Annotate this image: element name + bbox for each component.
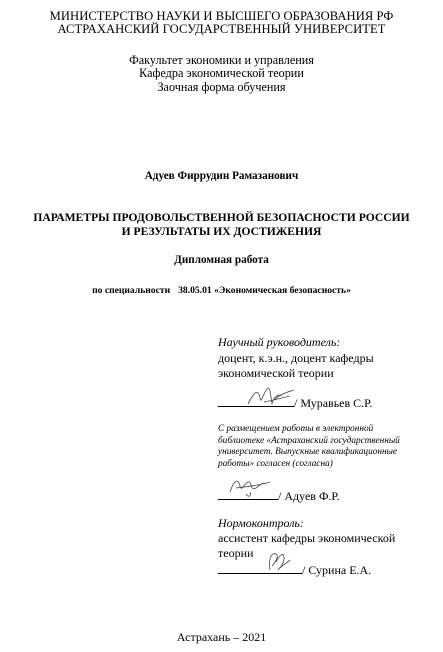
supervisor-signature-image (244, 384, 296, 410)
consent-line4: работы» согласен (согласна) (218, 458, 333, 469)
specialty-code: 38.05.01 «Экономическая безопасность» (178, 285, 351, 296)
student-signature-image (226, 474, 274, 500)
supervisor-position-line2: экономической теории (218, 366, 334, 380)
specialty-line (0, 285, 443, 296)
norm-control-position-line1: ассистент кафедры экономической (218, 531, 396, 545)
specialty-prefix: по специальности (92, 285, 171, 296)
norm-control-signature-line (218, 561, 371, 578)
faculty-block (0, 54, 443, 94)
thesis-title (0, 211, 443, 238)
faculty-name: Факультет экономики и управления (129, 53, 314, 67)
norm-control-signature-image (262, 548, 292, 574)
thesis-title-line1: ПАРАМЕТРЫ ПРОДОВОЛЬСТВЕННОЙ БЕЗОПАСНОСТИ РОССИИ (33, 211, 410, 224)
norm-control-heading: Нормоконтроль: (218, 516, 304, 530)
thesis-title-line2: И РЕЗУЛЬТАТЫ ИХ ДОСТИЖЕНИЯ (121, 224, 322, 238)
consent-line2: библиотеке «Астраханский государственный (218, 435, 400, 446)
supervisor-name: / Муравьев С.Р. (294, 396, 373, 410)
city-year: Астрахань – 2021 (176, 630, 267, 644)
supervisor-heading: Научный руководитель: (218, 335, 341, 349)
consent-line3: университет. Выпускные квалификационные (218, 447, 398, 458)
norm-control-position (218, 531, 395, 561)
ministry-header (0, 10, 443, 36)
consent-line1: С размещением работы в электронной (218, 424, 374, 434)
study-form: Заочная форма обучения (157, 79, 286, 94)
consent-statement (218, 424, 400, 470)
student-name: / Адуев Ф.Р. (278, 489, 340, 503)
university-name: АСТРАХАНСКИЙ ГОСУДАРСТВЕННЫЙ УНИВЕРСИТЕТ (57, 22, 386, 36)
author-name: Адуев Фиррудин Рамазанович (144, 170, 299, 182)
norm-control-position-line2: теории (218, 546, 254, 560)
norm-control-name: / Сурина Е.А. (302, 563, 372, 577)
supervisor-position (218, 351, 374, 381)
supervisor-position-line1: доцент, к.э.н., доцент кафедры (218, 351, 374, 365)
work-type: Дипломная работа (174, 254, 269, 266)
department-name: Кафедра экономической теории (139, 66, 304, 81)
ministry-name: МИНИСТЕРСТВО НАУКИ И ВЫСШЕГО ОБРАЗОВАНИЯ РФ (49, 9, 394, 23)
